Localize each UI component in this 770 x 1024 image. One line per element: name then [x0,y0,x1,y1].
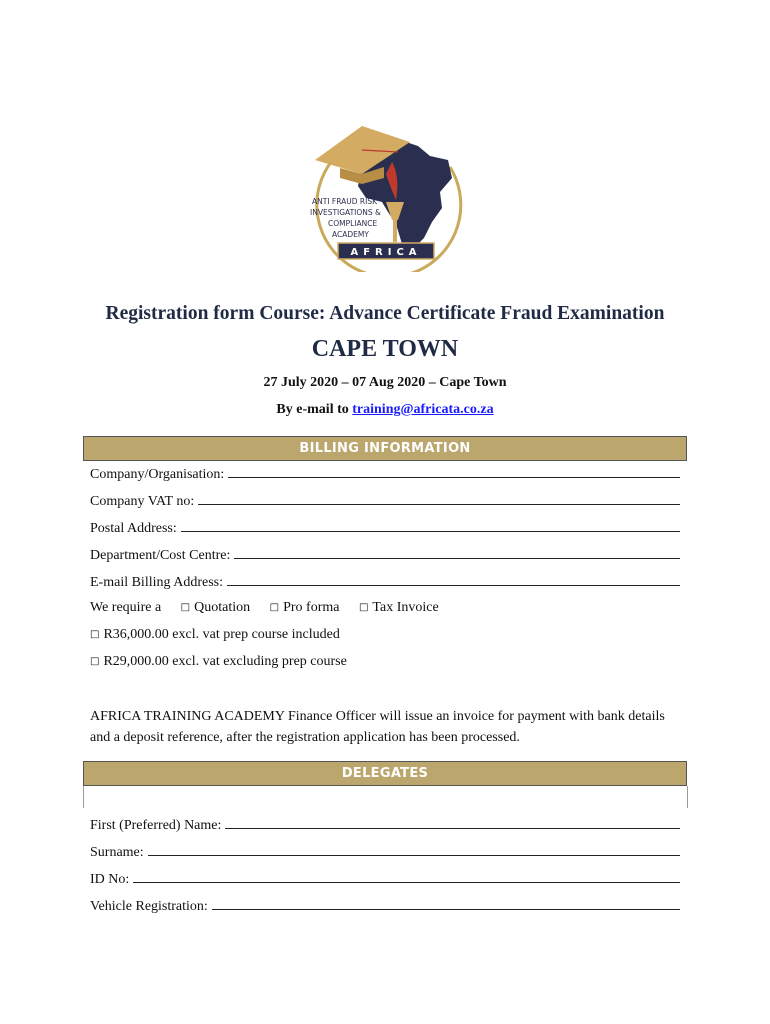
postal-address-field[interactable] [90,519,680,537]
invoice-type-row [90,600,455,616]
id-no-field[interactable] [90,870,680,888]
checkbox-icon: □ [90,629,100,640]
field-label: Surname: [90,845,144,860]
logo-text-2: INVESTIGATIONS & [310,208,381,217]
delegates-heading: DELEGATES [83,761,687,786]
field-label: Department/Cost Centre: [90,548,231,563]
checkbox-icon: □ [180,602,191,613]
tax-invoice-checkbox[interactable]: □ Tax Invoice [358,600,439,615]
field-label: Company VAT no: [90,494,195,509]
department-cost-centre-field[interactable] [90,546,680,564]
require-label: We require a [90,600,162,615]
field-label: ID No: [90,872,130,887]
logo-text-1: ANTI FRAUD RISK [312,197,378,206]
email-link[interactable]: training@africata.co.za [352,402,494,417]
form-title: Registration form Course: Advance Certificate Fraud Examination [105,303,665,324]
logo-banner-text: AFRICA [350,247,422,258]
surname-field[interactable] [90,843,680,861]
delegates-frame [83,786,688,808]
first-name-field[interactable] [90,816,680,834]
checkbox-icon: □ [90,656,100,667]
checkbox-icon: □ [269,602,280,613]
course-dates: 27 July 2020 – 07 Aug 2020 – Cape Town [263,375,507,390]
billing-heading: BILLING INFORMATION [83,436,687,461]
price-option-prep-included[interactable]: □ R36,000.00 excl. vat prep course included [90,627,340,642]
logo-text-3: COMPLIANCE [328,219,378,228]
finance-note: AFRICA TRAINING ACADEMY Finance Officer will issue an invoice for payment with bank details and a deposit reference, after the registration application has been processed. [90,709,665,745]
vehicle-registration-field[interactable] [90,897,680,915]
pro-forma-checkbox[interactable]: □ Pro forma [269,600,340,615]
field-label: First (Preferred) Name: [90,818,222,833]
company-vat-field[interactable] [90,492,680,510]
email-instruction [0,402,770,418]
field-label: E-mail Billing Address: [90,575,223,590]
field-label: Company/Organisation: [90,467,225,482]
field-label: Vehicle Registration: [90,899,208,914]
email-billing-address-field[interactable] [90,573,680,591]
field-label: Postal Address: [90,521,177,536]
academy-logo [300,112,470,272]
checkbox-icon: □ [358,602,369,613]
email-prefix: By e-mail to [276,402,349,417]
price-option-prep-excluded[interactable]: □ R29,000.00 excl. vat excluding prep course [90,654,347,669]
logo-text-4: ACADEMY [332,230,369,239]
company-organisation-field[interactable] [90,465,680,483]
city-heading: CAPE TOWN [311,336,459,362]
quotation-checkbox[interactable]: □ Quotation [180,600,251,615]
